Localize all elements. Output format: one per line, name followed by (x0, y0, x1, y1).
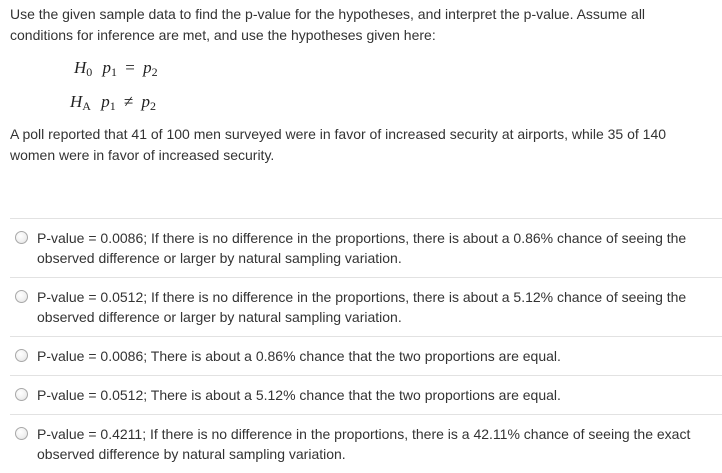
question-prompt (10, 4, 710, 46)
hypothesis-letter: H (70, 92, 83, 111)
answer-option-1[interactable] (10, 218, 722, 277)
proportion-right-subscript: 2 (151, 65, 158, 79)
answer-options (10, 218, 722, 473)
radio-button[interactable] (15, 290, 28, 303)
hypothesis-subscript: A (82, 99, 91, 113)
proportion-right-subscript: 2 (150, 99, 157, 113)
proportion-left: p (102, 58, 112, 77)
proportion-left: p (101, 92, 110, 111)
option-label: P-value = 0.4211; If there is no difference in the proportions, there is a 42.11% chance of seeing the exact observed difference by natural sampling variation. (37, 426, 691, 462)
answer-option-5[interactable] (10, 414, 722, 473)
relation-symbol: = (125, 58, 135, 77)
proportion-right: p (143, 58, 152, 77)
question-intro: Use the given sample data to find the p-value for the hypotheses, and interpret the p-value. Assume all conditions for inference are met, and use the hypotheses given here: (10, 6, 646, 43)
hypothesis-letter: H (74, 58, 87, 77)
option-label: P-value = 0.0086; If there is no difference in the proportions, there is about a 0.86% chance of seeing the observed difference or larger by natural sampling variation. (37, 230, 687, 266)
answer-option-3[interactable] (10, 336, 722, 375)
proportion-right: p (141, 92, 151, 111)
option-label: P-value = 0.0086; There is about a 0.86% chance that the two proportions are equal. (37, 348, 561, 364)
option-label: P-value = 0.0512; There is about a 5.12% chance that the two proportions are equal. (37, 387, 561, 403)
question-scenario: A poll reported that 41 of 100 men surveyed were in favor of increased security at airports, while 35 of 140 women were in favor of increased security. (10, 126, 667, 163)
answer-option-2[interactable] (10, 277, 722, 336)
proportion-left-subscript: 1 (109, 99, 116, 113)
answer-option-4[interactable] (10, 375, 722, 414)
null-hypothesis (74, 58, 158, 78)
proportion-left-subscript: 1 (111, 65, 118, 79)
alternative-hypothesis (70, 92, 156, 112)
radio-button[interactable] (15, 388, 28, 401)
radio-button[interactable] (15, 231, 28, 244)
hypothesis-subscript: 0 (86, 65, 93, 79)
relation-symbol: ≠ (123, 92, 134, 111)
option-label: P-value = 0.0512; If there is no difference in the proportions, there is about a 5.12% chance of seeing the observed difference or larger by natural sampling variation. (37, 289, 687, 325)
radio-button[interactable] (15, 427, 28, 440)
radio-button[interactable] (15, 349, 28, 362)
